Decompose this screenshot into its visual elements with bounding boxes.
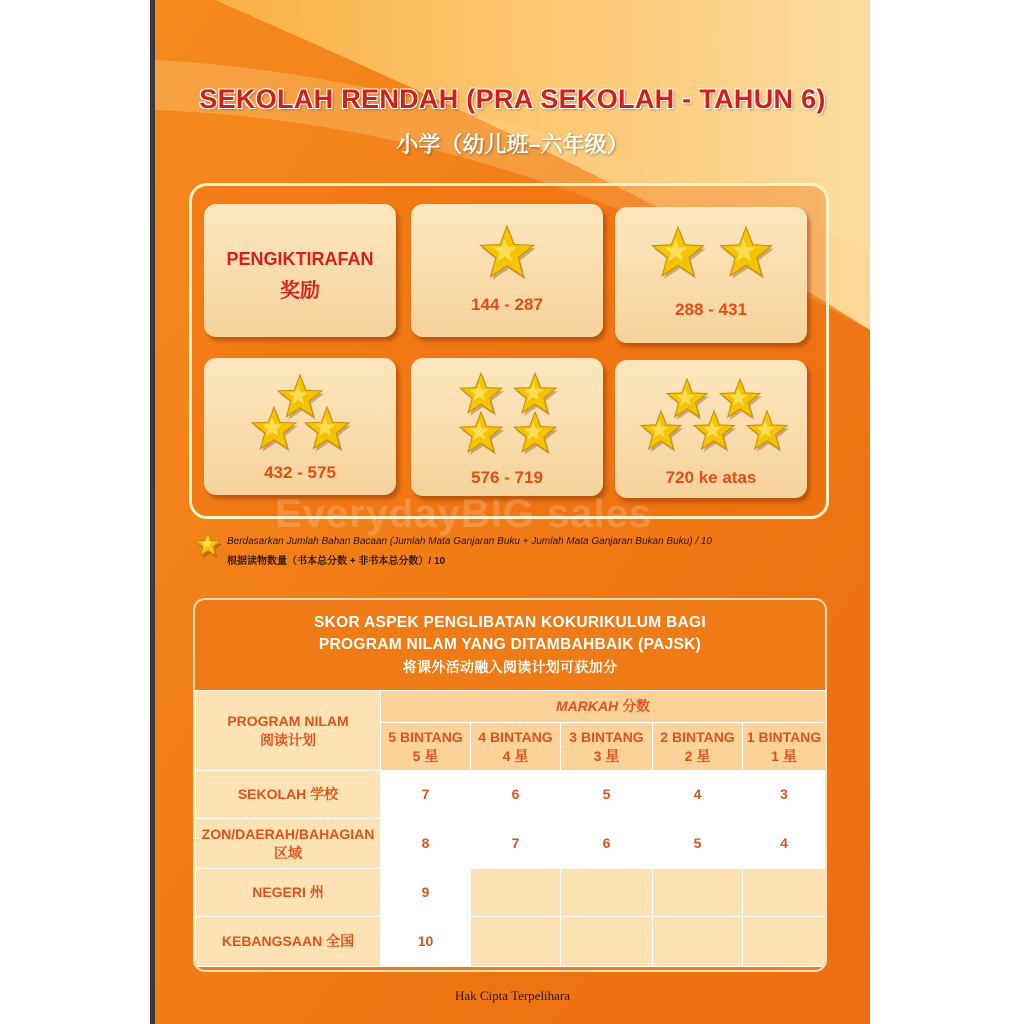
tier-tile-2-star	[615, 207, 807, 343]
tier-range: 720 ke atas	[665, 468, 757, 487]
stars-1	[411, 204, 603, 337]
score-cell: 5	[653, 819, 743, 869]
score-table	[195, 690, 826, 967]
star-column-header	[471, 723, 561, 771]
star-column-label: 4 BINTANG	[478, 728, 553, 745]
tier-range: 432 - 575	[264, 463, 336, 482]
tier-tile-5-star	[615, 360, 807, 498]
program-header-malay: PROGRAM NILAM	[227, 712, 349, 729]
star-column-label-chinese: 1 星	[771, 747, 797, 764]
program-level-name: ZON/DAERAH/BAHAGIAN	[201, 825, 375, 842]
score-cell: 4	[743, 819, 826, 869]
copyright-footer: Hak Cipta Terpelihara	[454, 988, 571, 1003]
watermark-text: EverydayBIG sales	[275, 492, 653, 536]
program-level-label	[196, 869, 381, 917]
tier-tile-4-star	[411, 358, 603, 496]
table-row	[196, 917, 826, 967]
empty-score-cell	[471, 917, 561, 967]
empty-score-cell	[561, 917, 653, 967]
score-cell: 6	[471, 771, 561, 819]
note-text-malay: Berdasarkan Jumlah Bahan Bacaan (Jumlah Mata Ganjaran Buku + Jumlah Mata Ganjaran Bukan Buku) / 10	[227, 536, 712, 547]
empty-score-cell	[743, 869, 826, 917]
poster-page	[155, 0, 870, 1024]
tier-tile-1-star	[411, 204, 603, 337]
score-cell: 6	[561, 819, 653, 869]
empty-score-cell	[561, 869, 653, 917]
score-panel-title	[195, 612, 825, 678]
recognition-label-chinese: 奖励	[280, 280, 320, 302]
empty-score-cell	[471, 869, 561, 917]
tier-range: 288 - 431	[675, 300, 747, 319]
score-cell: 9	[381, 869, 471, 917]
markah-header	[381, 691, 826, 723]
star-column-label: 5 BINTANG	[388, 728, 463, 745]
program-level-label	[196, 771, 381, 819]
tier-range: 144 - 287	[471, 295, 543, 314]
note-text-chinese: 根据读物数量（书本总分数 + 非书本总分数）/ 10	[227, 556, 446, 567]
program-level-name: NEGERI 州	[252, 884, 324, 900]
score-cell: 10	[381, 917, 471, 967]
star-column-label: 2 BINTANG	[660, 728, 735, 745]
star-icon	[193, 530, 223, 560]
star-column-label: 3 BINTANG	[569, 728, 644, 745]
star-column-label-chinese: 3 星	[593, 747, 620, 764]
empty-score-cell	[653, 869, 743, 917]
markah-label: MARKAH	[555, 698, 619, 714]
program-level-name-chinese: 区域	[274, 844, 302, 861]
star-column-header	[381, 723, 471, 771]
score-cell: 7	[381, 771, 471, 819]
page-title: SEKOLAH RENDAH (PRA SEKOLAH - TAHUN 6)	[199, 84, 826, 114]
program-header-chinese: 阅读计划	[260, 731, 316, 748]
recognition-label: PENGIKTIRAFAN	[226, 249, 374, 269]
score-title-chinese: 将课外活动融入阅读计划可获加分	[402, 659, 618, 675]
program-level-label	[196, 917, 381, 967]
score-cell: 8	[381, 819, 471, 869]
program-column-header	[196, 691, 381, 771]
markah-label-chinese: 分数	[622, 698, 651, 714]
tier-range: 576 - 719	[471, 468, 543, 487]
score-cell: 5	[561, 771, 653, 819]
star-column-label: 1 BINTANG	[746, 728, 822, 745]
cocurricular-score-panel	[193, 598, 827, 972]
star-column-label-chinese: 2 星	[684, 747, 711, 764]
score-title-line2: PROGRAM NILAM YANG DITAMBAHBAIK (PAJSK)	[318, 636, 702, 653]
star-column-header	[743, 723, 826, 771]
score-cell: 7	[471, 819, 561, 869]
star-column-label-chinese: 4 星	[502, 747, 529, 764]
empty-score-cell	[743, 917, 826, 967]
star-column-label-chinese: 5 星	[412, 747, 439, 764]
empty-score-cell	[653, 917, 743, 967]
program-level-name: KEBANGSAAN 全国	[221, 933, 355, 949]
score-cell: 3	[743, 771, 826, 819]
score-title-line1: SKOR ASPEK PENGLIBATAN KOKURIKULUM BAGI	[313, 614, 707, 631]
page-subtitle-chinese: 小学（幼儿班–六年级）	[396, 132, 629, 157]
star-column-header	[561, 723, 653, 771]
table-row	[196, 771, 826, 819]
table-row	[196, 869, 826, 917]
score-cell: 4	[653, 771, 743, 819]
star-column-header	[653, 723, 743, 771]
recognition-label-tile	[204, 204, 396, 337]
stars-2	[615, 207, 807, 343]
table-row	[196, 819, 826, 869]
program-level-name: SEKOLAH 学校	[237, 786, 339, 802]
program-level-label	[196, 819, 381, 869]
tier-tile-3-star	[204, 358, 396, 495]
